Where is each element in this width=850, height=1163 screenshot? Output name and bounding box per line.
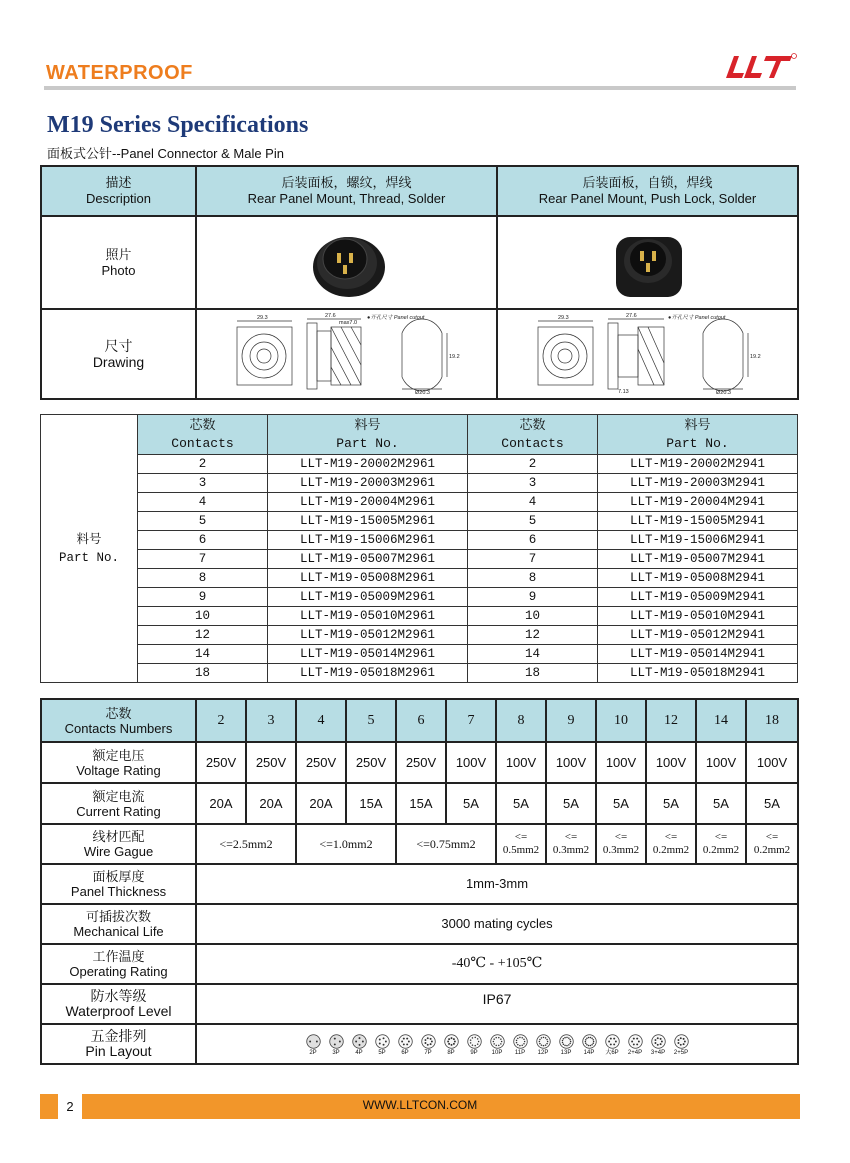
pin-layout-icon <box>398 1034 413 1049</box>
wire-range-c: <=0.75mm2 <box>396 824 496 864</box>
description-col2 <box>497 166 798 216</box>
contacts-count-cell: 2 <box>196 699 246 742</box>
partno-thread-cell: LLT-M19-20004M2961 <box>268 493 468 512</box>
col1-en: Rear Panel Mount, Thread, Solder <box>247 191 446 206</box>
current-cell: 20A <box>196 783 246 824</box>
panel-thickness-row <box>41 864 798 904</box>
contacts-count-cell: 14 <box>696 699 746 742</box>
partno-thread-cell: LLT-M19-05010M2961 <box>268 607 468 626</box>
contacts-header-2-en: Contacts <box>501 435 564 451</box>
page-title: M19 Series Specifications <box>47 112 309 138</box>
partno-thread-cell: LLT-M19-05014M2961 <box>268 645 468 664</box>
pin-layout-icon <box>490 1034 505 1049</box>
pin-layout-label: 11P <box>514 1049 526 1056</box>
pin-layout-item <box>579 1034 599 1057</box>
page-footer <box>40 1094 800 1119</box>
technical-drawing-pushlock <box>508 313 788 395</box>
contacts-count-cell: 9 <box>546 699 596 742</box>
partno-header-2-cn: 料号 <box>684 417 711 433</box>
partno-pushlock-cell: LLT-M19-05009M2941 <box>598 588 798 607</box>
part-side-label <box>41 415 138 683</box>
drawing-thread-cell <box>196 309 497 399</box>
operating-temp-row <box>41 944 798 984</box>
pin-layout-icon <box>513 1034 528 1049</box>
partno-pushlock-cell: LLT-M19-20004M2941 <box>598 493 798 512</box>
header-rule <box>44 86 796 90</box>
partno-thread-cell: LLT-M19-05012M2961 <box>268 626 468 645</box>
partno-thread-cell: LLT-M19-05018M2961 <box>268 664 468 683</box>
partno-pushlock-cell: LLT-M19-05018M2941 <box>598 664 798 683</box>
wire-small-4-val: 0.2mm2 <box>652 844 690 856</box>
pin-layout-label: 2+5P <box>673 1049 689 1056</box>
wire-small-6-top: <= <box>765 831 779 843</box>
operating-temp-value: -40℃ - +105℃ <box>196 944 798 984</box>
contacts-count-cell: 8 <box>496 699 546 742</box>
voltage-cell: 250V <box>346 742 396 783</box>
pin-layout-icon <box>582 1034 597 1049</box>
pin-layout-icon <box>605 1034 620 1049</box>
wire-small-1 <box>496 824 546 864</box>
pin-layout-label: 13P <box>560 1049 572 1056</box>
mechanical-life-label-en: Mechanical Life <box>73 924 164 939</box>
wire-small-4-top: <= <box>664 831 678 843</box>
photo-label-cn: 照片 <box>105 246 132 262</box>
contacts-label-cn: 芯数 <box>105 705 132 721</box>
dim-19-2-b: 19.2 <box>749 354 761 360</box>
pin-layout-icon <box>559 1034 574 1049</box>
part-side-label-cn: 料号 <box>76 532 102 547</box>
wire-small-2 <box>546 824 596 864</box>
voltage-label-en: Voltage Rating <box>76 762 161 778</box>
pin-layout-label: 14P <box>583 1049 595 1056</box>
contacts-cell-2: 3 <box>468 474 598 493</box>
operating-temp-label-en: Operating Rating <box>69 964 168 979</box>
dim-20-3-b: Ø20.3 <box>715 390 731 395</box>
partno-header <box>268 415 468 455</box>
current-label <box>41 783 196 824</box>
pin-layout-label: 5P <box>378 1049 386 1056</box>
partno-header-en: Part No. <box>336 435 399 451</box>
wire-small-6-val: 0.2mm2 <box>753 844 791 856</box>
pin-layout-cell <box>196 1024 798 1064</box>
partno-pushlock-cell: LLT-M19-05007M2941 <box>598 550 798 569</box>
pin-layout-label: 12P <box>537 1049 549 1056</box>
photo-label <box>41 216 196 309</box>
wire-small-5 <box>696 824 746 864</box>
contacts-cell: 5 <box>138 512 268 531</box>
panel-thickness-label <box>41 864 196 904</box>
pin-layout-item <box>671 1034 691 1057</box>
pin-layout-icon <box>628 1034 643 1049</box>
partno-header-2 <box>598 415 798 455</box>
part-row <box>41 493 798 512</box>
contacts-cell-2: 18 <box>468 664 598 683</box>
drawing-pushlock-cell <box>497 309 798 399</box>
dim-max7: max7.0 <box>338 320 357 326</box>
part-row <box>41 569 798 588</box>
current-cell: 15A <box>346 783 396 824</box>
photo-pushlock-cell <box>497 216 798 309</box>
pin-layout-icon <box>536 1034 551 1049</box>
dim-19-2: 19.2 <box>448 354 460 360</box>
dim-7-13: 7.13 <box>617 389 629 395</box>
part-number-table <box>40 414 798 683</box>
waterproof-value: IP67 <box>196 984 798 1024</box>
pin-layout-icon <box>651 1034 666 1049</box>
pin-layout-icon <box>329 1034 344 1049</box>
pin-layout-icon <box>444 1034 459 1049</box>
pin-layout-label: 2P <box>309 1049 317 1056</box>
voltage-cell: 250V <box>296 742 346 783</box>
pin-layout-label: 3P <box>332 1049 340 1056</box>
voltage-cell: 100V <box>696 742 746 783</box>
pin-layout-label: 10P <box>491 1049 503 1056</box>
contacts-cell-2: 12 <box>468 626 598 645</box>
operating-temp-label <box>41 944 196 984</box>
voltage-cell: 100V <box>646 742 696 783</box>
pin-layout-icon <box>306 1034 321 1049</box>
contacts-cell: 10 <box>138 607 268 626</box>
contacts-cell: 9 <box>138 588 268 607</box>
voltage-label <box>41 742 196 783</box>
contacts-count-cell: 7 <box>446 699 496 742</box>
current-label-en: Current Rating <box>76 803 161 819</box>
partno-pushlock-cell: LLT-M19-05010M2941 <box>598 607 798 626</box>
pin-layout-item <box>418 1034 438 1057</box>
wire-small-5-top: <= <box>714 831 728 843</box>
part-row <box>41 531 798 550</box>
part-row <box>41 645 798 664</box>
photo-label-en: Photo <box>101 262 136 278</box>
dim-29-3-b: 29.3 <box>557 315 569 321</box>
voltage-cell: 100V <box>446 742 496 783</box>
pin-layout-label: 6P <box>401 1049 409 1056</box>
section-title: WATERPROOF <box>46 62 193 84</box>
partno-thread-cell: LLT-M19-15006M2961 <box>268 531 468 550</box>
voltage-cell: 250V <box>396 742 446 783</box>
contacts-count-cell: 10 <box>596 699 646 742</box>
partno-thread-cell: LLT-M19-05008M2961 <box>268 569 468 588</box>
partno-thread-cell: LLT-M19-05009M2961 <box>268 588 468 607</box>
wire-small-4 <box>646 824 696 864</box>
contacts-cell: 3 <box>138 474 268 493</box>
contacts-cell: 6 <box>138 531 268 550</box>
wire-range-b: <=1.0mm2 <box>296 824 396 864</box>
part-row <box>41 626 798 645</box>
pin-layout-label: 9P <box>470 1049 478 1056</box>
col2-cn: 后装面板，自锁，焊线 <box>582 175 713 190</box>
voltage-cell: 250V <box>196 742 246 783</box>
contacts-count-cell: 6 <box>396 699 446 742</box>
contacts-count-cell: 4 <box>296 699 346 742</box>
page-header <box>0 0 850 100</box>
pin-layout-item <box>464 1034 484 1057</box>
contacts-cell-2: 14 <box>468 645 598 664</box>
pin-layout-label: 8P <box>447 1049 455 1056</box>
panel-thickness-label-cn: 面板厚度 <box>92 869 145 884</box>
contacts-header-2 <box>468 415 598 455</box>
contacts-cell: 4 <box>138 493 268 512</box>
wire-small-2-val: 0.3mm2 <box>552 844 590 856</box>
col1-cn: 后装面板，螺纹，焊线 <box>281 175 412 190</box>
contacts-cell: 2 <box>138 455 268 474</box>
panel-thickness-value: 1mm-3mm <box>196 864 798 904</box>
current-cell: 5A <box>746 783 798 824</box>
contacts-label <box>41 699 196 742</box>
connector-photo-thread <box>297 223 397 303</box>
voltage-row <box>41 742 798 783</box>
partno-pushlock-cell: LLT-M19-15005M2941 <box>598 512 798 531</box>
pin-layout-item <box>326 1034 346 1057</box>
pin-layout-item <box>487 1034 507 1057</box>
current-cell: 5A <box>696 783 746 824</box>
part-table-header <box>41 415 798 455</box>
contacts-cell-2: 6 <box>468 531 598 550</box>
current-row <box>41 783 798 824</box>
partno-header-2-en: Part No. <box>666 435 729 451</box>
pin-layout-diagrams <box>197 1032 797 1057</box>
pin-layout-label-cn: 五金排列 <box>90 1028 147 1044</box>
partno-pushlock-cell: LLT-M19-05014M2941 <box>598 645 798 664</box>
waterproof-row <box>41 984 798 1024</box>
wire-small-5-val: 0.2mm2 <box>702 844 740 856</box>
part-row <box>41 607 798 626</box>
part-row <box>41 455 798 474</box>
pin-layout-label: 3+4P <box>650 1049 666 1056</box>
description-col1 <box>196 166 497 216</box>
partno-pushlock-cell: LLT-M19-15006M2941 <box>598 531 798 550</box>
description-row <box>41 166 798 216</box>
wire-small-3-val: 0.3mm2 <box>602 844 640 856</box>
voltage-cell: 250V <box>246 742 296 783</box>
connector-photo-pushlock <box>598 223 698 303</box>
wire-small-6 <box>746 824 798 864</box>
current-cell: 5A <box>596 783 646 824</box>
voltage-cell: 100V <box>546 742 596 783</box>
contacts-count-cell: 5 <box>346 699 396 742</box>
wire-small-2-top: <= <box>564 831 578 843</box>
pin-layout-item <box>441 1034 461 1057</box>
contacts-cell: 7 <box>138 550 268 569</box>
voltage-cell: 100V <box>746 742 798 783</box>
contacts-cell: 14 <box>138 645 268 664</box>
pin-layout-row <box>41 1024 798 1064</box>
dim-29-3: 29.3 <box>256 315 268 321</box>
wire-small-3 <box>596 824 646 864</box>
mechanical-life-label-cn: 可插拔次数 <box>85 909 151 924</box>
part-row <box>41 474 798 493</box>
panel-thickness-label-en: Panel Thickness <box>70 884 167 899</box>
panel-cutout-note: ●开孔尺寸 Panel cutout <box>366 315 424 321</box>
wire-label <box>41 824 196 864</box>
partno-pushlock-cell: LLT-M19-05008M2941 <box>598 569 798 588</box>
contacts-header-cn: 芯数 <box>189 417 216 433</box>
current-cell: 20A <box>296 783 346 824</box>
wire-range-a: <=2.5mm2 <box>196 824 296 864</box>
pin-layout-item <box>556 1034 576 1057</box>
partno-thread-cell: LLT-M19-20002M2961 <box>268 455 468 474</box>
wire-label-en: Wire Gague <box>83 844 154 859</box>
waterproof-label-cn: 防水等级 <box>90 988 147 1004</box>
pin-layout-icon <box>375 1034 390 1049</box>
partno-thread-cell: LLT-M19-15005M2961 <box>268 512 468 531</box>
wire-small-1-val: 0.5mm2 <box>502 844 540 856</box>
voltage-cell: 100V <box>496 742 546 783</box>
wire-small-1-top: <= <box>514 831 528 843</box>
contacts-cell-2: 9 <box>468 588 598 607</box>
current-cell: 20A <box>246 783 296 824</box>
partno-pushlock-cell: LLT-M19-20002M2941 <box>598 455 798 474</box>
partno-header-cn: 料号 <box>354 417 381 433</box>
pin-layout-item <box>303 1034 323 1057</box>
contacts-cell-2: 7 <box>468 550 598 569</box>
current-cell: 5A <box>496 783 546 824</box>
page-subtitle: 面板式公针--Panel Connector & Male Pin <box>47 146 284 161</box>
current-cell: 5A <box>646 783 696 824</box>
contacts-count-cell: 12 <box>646 699 696 742</box>
page-number: 2 <box>58 1094 82 1119</box>
partno-thread-cell: LLT-M19-20003M2961 <box>268 474 468 493</box>
contacts-count-cell: 18 <box>746 699 798 742</box>
contacts-cell-2: 2 <box>468 455 598 474</box>
pin-layout-label-en: Pin Layout <box>85 1043 152 1059</box>
pin-layout-icon <box>467 1034 482 1049</box>
current-cell: 15A <box>396 783 446 824</box>
pin-layout-item <box>372 1034 392 1057</box>
contacts-cell: 18 <box>138 664 268 683</box>
contacts-header <box>138 415 268 455</box>
pin-layout-icon <box>421 1034 436 1049</box>
contacts-cell-2: 8 <box>468 569 598 588</box>
drawing-label-en: Drawing <box>92 354 145 370</box>
contacts-row <box>41 699 798 742</box>
dim-20-3: Ø20.3 <box>414 390 430 395</box>
drawing-label-cn: 尺寸 <box>104 338 133 354</box>
description-label-en: Description <box>85 191 152 206</box>
contacts-cell-2: 5 <box>468 512 598 531</box>
contacts-header-2-cn: 芯数 <box>519 417 546 433</box>
pin-layout-item <box>349 1034 369 1057</box>
overview-table <box>40 165 799 400</box>
pin-layout-item <box>395 1034 415 1057</box>
partno-pushlock-cell: LLT-M19-05012M2941 <box>598 626 798 645</box>
pin-layout-item <box>510 1034 530 1057</box>
part-row <box>41 512 798 531</box>
pin-layout-label: 4P <box>355 1049 363 1056</box>
dim-27-6: 27.6 <box>324 313 336 319</box>
dim-27-6-b: 27.6 <box>625 313 637 319</box>
contacts-cell: 12 <box>138 626 268 645</box>
pin-layout-icon <box>674 1034 689 1049</box>
pin-layout-item <box>602 1034 622 1057</box>
pin-layout-label: 7P <box>424 1049 432 1056</box>
contacts-count-cell: 3 <box>246 699 296 742</box>
contacts-cell-2: 10 <box>468 607 598 626</box>
footer-url: WWW.LLTCON.COM <box>362 1098 478 1112</box>
wire-row <box>41 824 798 864</box>
technical-drawing-thread <box>207 313 487 395</box>
photo-thread-cell <box>196 216 497 309</box>
waterproof-label-en: Waterproof Level <box>65 1003 172 1019</box>
voltage-cell: 100V <box>596 742 646 783</box>
contacts-cell: 8 <box>138 569 268 588</box>
pin-layout-item <box>625 1034 645 1057</box>
col2-en: Rear Panel Mount, Push Lock, Solder <box>538 191 757 206</box>
description-label-cn: 描述 <box>105 175 132 190</box>
spec-table <box>40 698 799 1065</box>
pin-layout-item <box>648 1034 668 1057</box>
panel-cutout-note-b: ●开孔尺寸 Panel cutout <box>667 315 725 321</box>
partno-thread-cell: LLT-M19-05007M2961 <box>268 550 468 569</box>
part-side-label-en: Part No. <box>58 550 119 565</box>
current-cell: 5A <box>446 783 496 824</box>
wire-label-cn: 线材匹配 <box>92 829 145 844</box>
llt-logo <box>722 50 798 82</box>
contacts-header-en: Contacts <box>171 435 234 451</box>
pin-layout-icon <box>352 1034 367 1049</box>
mechanical-life-row <box>41 904 798 944</box>
photo-row <box>41 216 798 309</box>
waterproof-label <box>41 984 196 1024</box>
description-label <box>41 166 196 216</box>
part-row <box>41 664 798 683</box>
pin-layout-label <box>41 1024 196 1064</box>
partno-pushlock-cell: LLT-M19-20003M2941 <box>598 474 798 493</box>
contacts-label-en: Contacts Numbers <box>64 720 173 736</box>
pin-layout-label: 2+4P <box>627 1049 643 1056</box>
drawing-label <box>41 309 196 399</box>
drawing-row <box>41 309 798 399</box>
wire-small-3-top: <= <box>614 831 628 843</box>
mechanical-life-label <box>41 904 196 944</box>
operating-temp-label-cn: 工作温度 <box>92 949 145 964</box>
pin-layout-item <box>533 1034 553 1057</box>
part-row <box>41 550 798 569</box>
mechanical-life-value: 3000 mating cycles <box>196 904 798 944</box>
part-row <box>41 588 798 607</box>
voltage-label-cn: 额定电压 <box>92 747 145 763</box>
current-cell: 5A <box>546 783 596 824</box>
current-label-cn: 额定电流 <box>92 788 145 804</box>
pin-layout-label: 大6P <box>605 1049 619 1056</box>
contacts-cell-2: 4 <box>468 493 598 512</box>
